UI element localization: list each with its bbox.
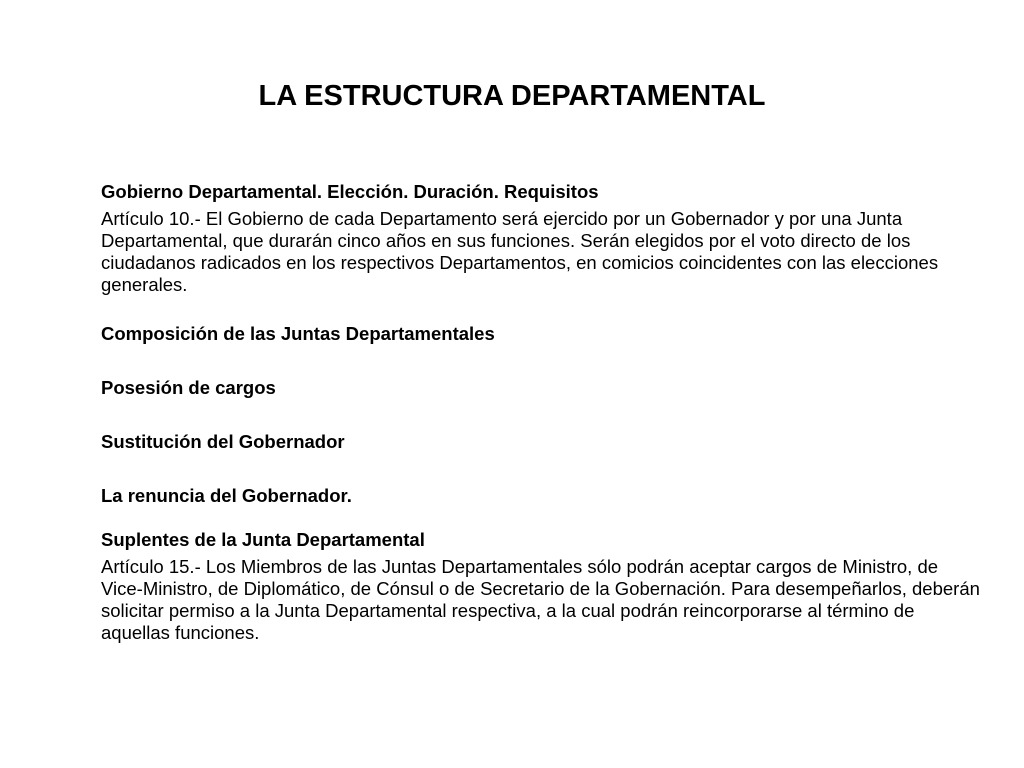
- section-heading-composicion: Composición de las Juntas Departamentales: [101, 323, 495, 344]
- section-heading-sustitucion: Sustitución del Gobernador: [101, 431, 345, 452]
- section-heading-gobierno: Gobierno Departamental. Elección. Duración. Requisitos: [101, 181, 599, 202]
- section-heading-suplentes: Suplentes de la Junta Departamental: [101, 529, 425, 550]
- article-15-text: Artículo 15.- Los Miembros de las Juntas Departamentales sólo podrán aceptar cargos de Ministro, de Vice-Ministro, de Diplomático, de Cónsul o de Secretario de la Gobernación. Para desempeñarlos, deberán solicitar permiso a la Junta Departamental respectiva, a la cual podrán reincorporarse al término de aquellas funciones.: [101, 556, 980, 643]
- slide-content: [101, 180, 981, 644]
- article-10-text: Artículo 10.- El Gobierno de cada Departamento será ejercido por un Gobernador y por una Junta Departamental, que durarán cinco años en sus funciones. Serán elegidos por el voto directo de los ciudadanos radicados en los respectivos Departamentos, en comicios coincidentes con las elecciones generales.: [101, 208, 939, 295]
- section-heading-renuncia: La renuncia del Gobernador.: [101, 485, 352, 506]
- slide-title: LA ESTRUCTURA DEPARTAMENTAL: [258, 80, 766, 112]
- section-heading-posesion: Posesión de cargos: [101, 377, 276, 398]
